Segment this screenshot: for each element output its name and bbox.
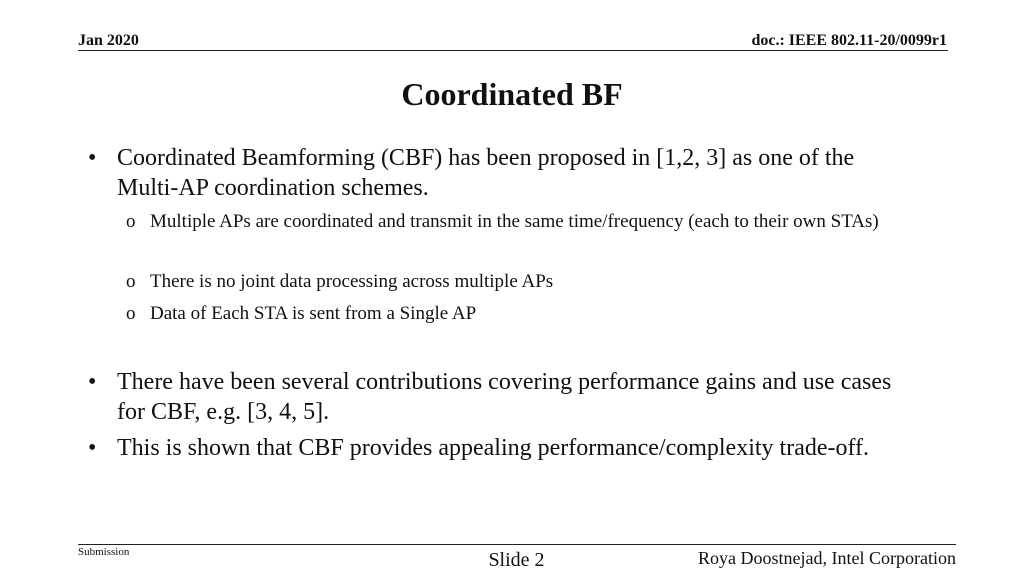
bullet-marker: •	[88, 435, 97, 461]
footer-submission: Submission	[78, 546, 130, 558]
sub-bullet-item: Multiple APs are coordinated and transmit in the same time/frequency (each to their own STAs)	[150, 211, 879, 232]
footer-divider	[78, 544, 956, 545]
bullet-item: There have been several contributions covering performance gains and use cases for CBF, e.g. [3, 4, 5].	[117, 369, 892, 425]
bullet-item: Coordinated Beamforming (CBF) has been proposed in [1,2, 3] as one of the Multi-AP coordination schemes.	[117, 145, 855, 201]
sub-bullet-item: Data of Each STA is sent from a Single AP	[150, 303, 477, 324]
bullet-marker: •	[88, 145, 97, 171]
bullet-item: This is shown that CBF provides appealing performance/complexity trade-off.	[117, 435, 870, 461]
header-date: Jan 2020	[78, 32, 139, 49]
slide-title: Coordinated BF	[401, 76, 623, 112]
sub-bullet-marker: o	[126, 271, 136, 292]
bullet-marker: •	[88, 369, 97, 395]
footer-slide-number: Slide 2	[488, 549, 545, 571]
header-doc-id: doc.: IEEE 802.11-20/0099r1	[751, 32, 947, 49]
sub-bullet-marker: o	[126, 303, 136, 324]
sub-bullet-marker: o	[126, 211, 136, 232]
sub-bullet-item: There is no joint data processing across multiple APs	[150, 271, 554, 292]
footer-author: Roya Doostnejad, Intel Corporation	[698, 548, 956, 568]
